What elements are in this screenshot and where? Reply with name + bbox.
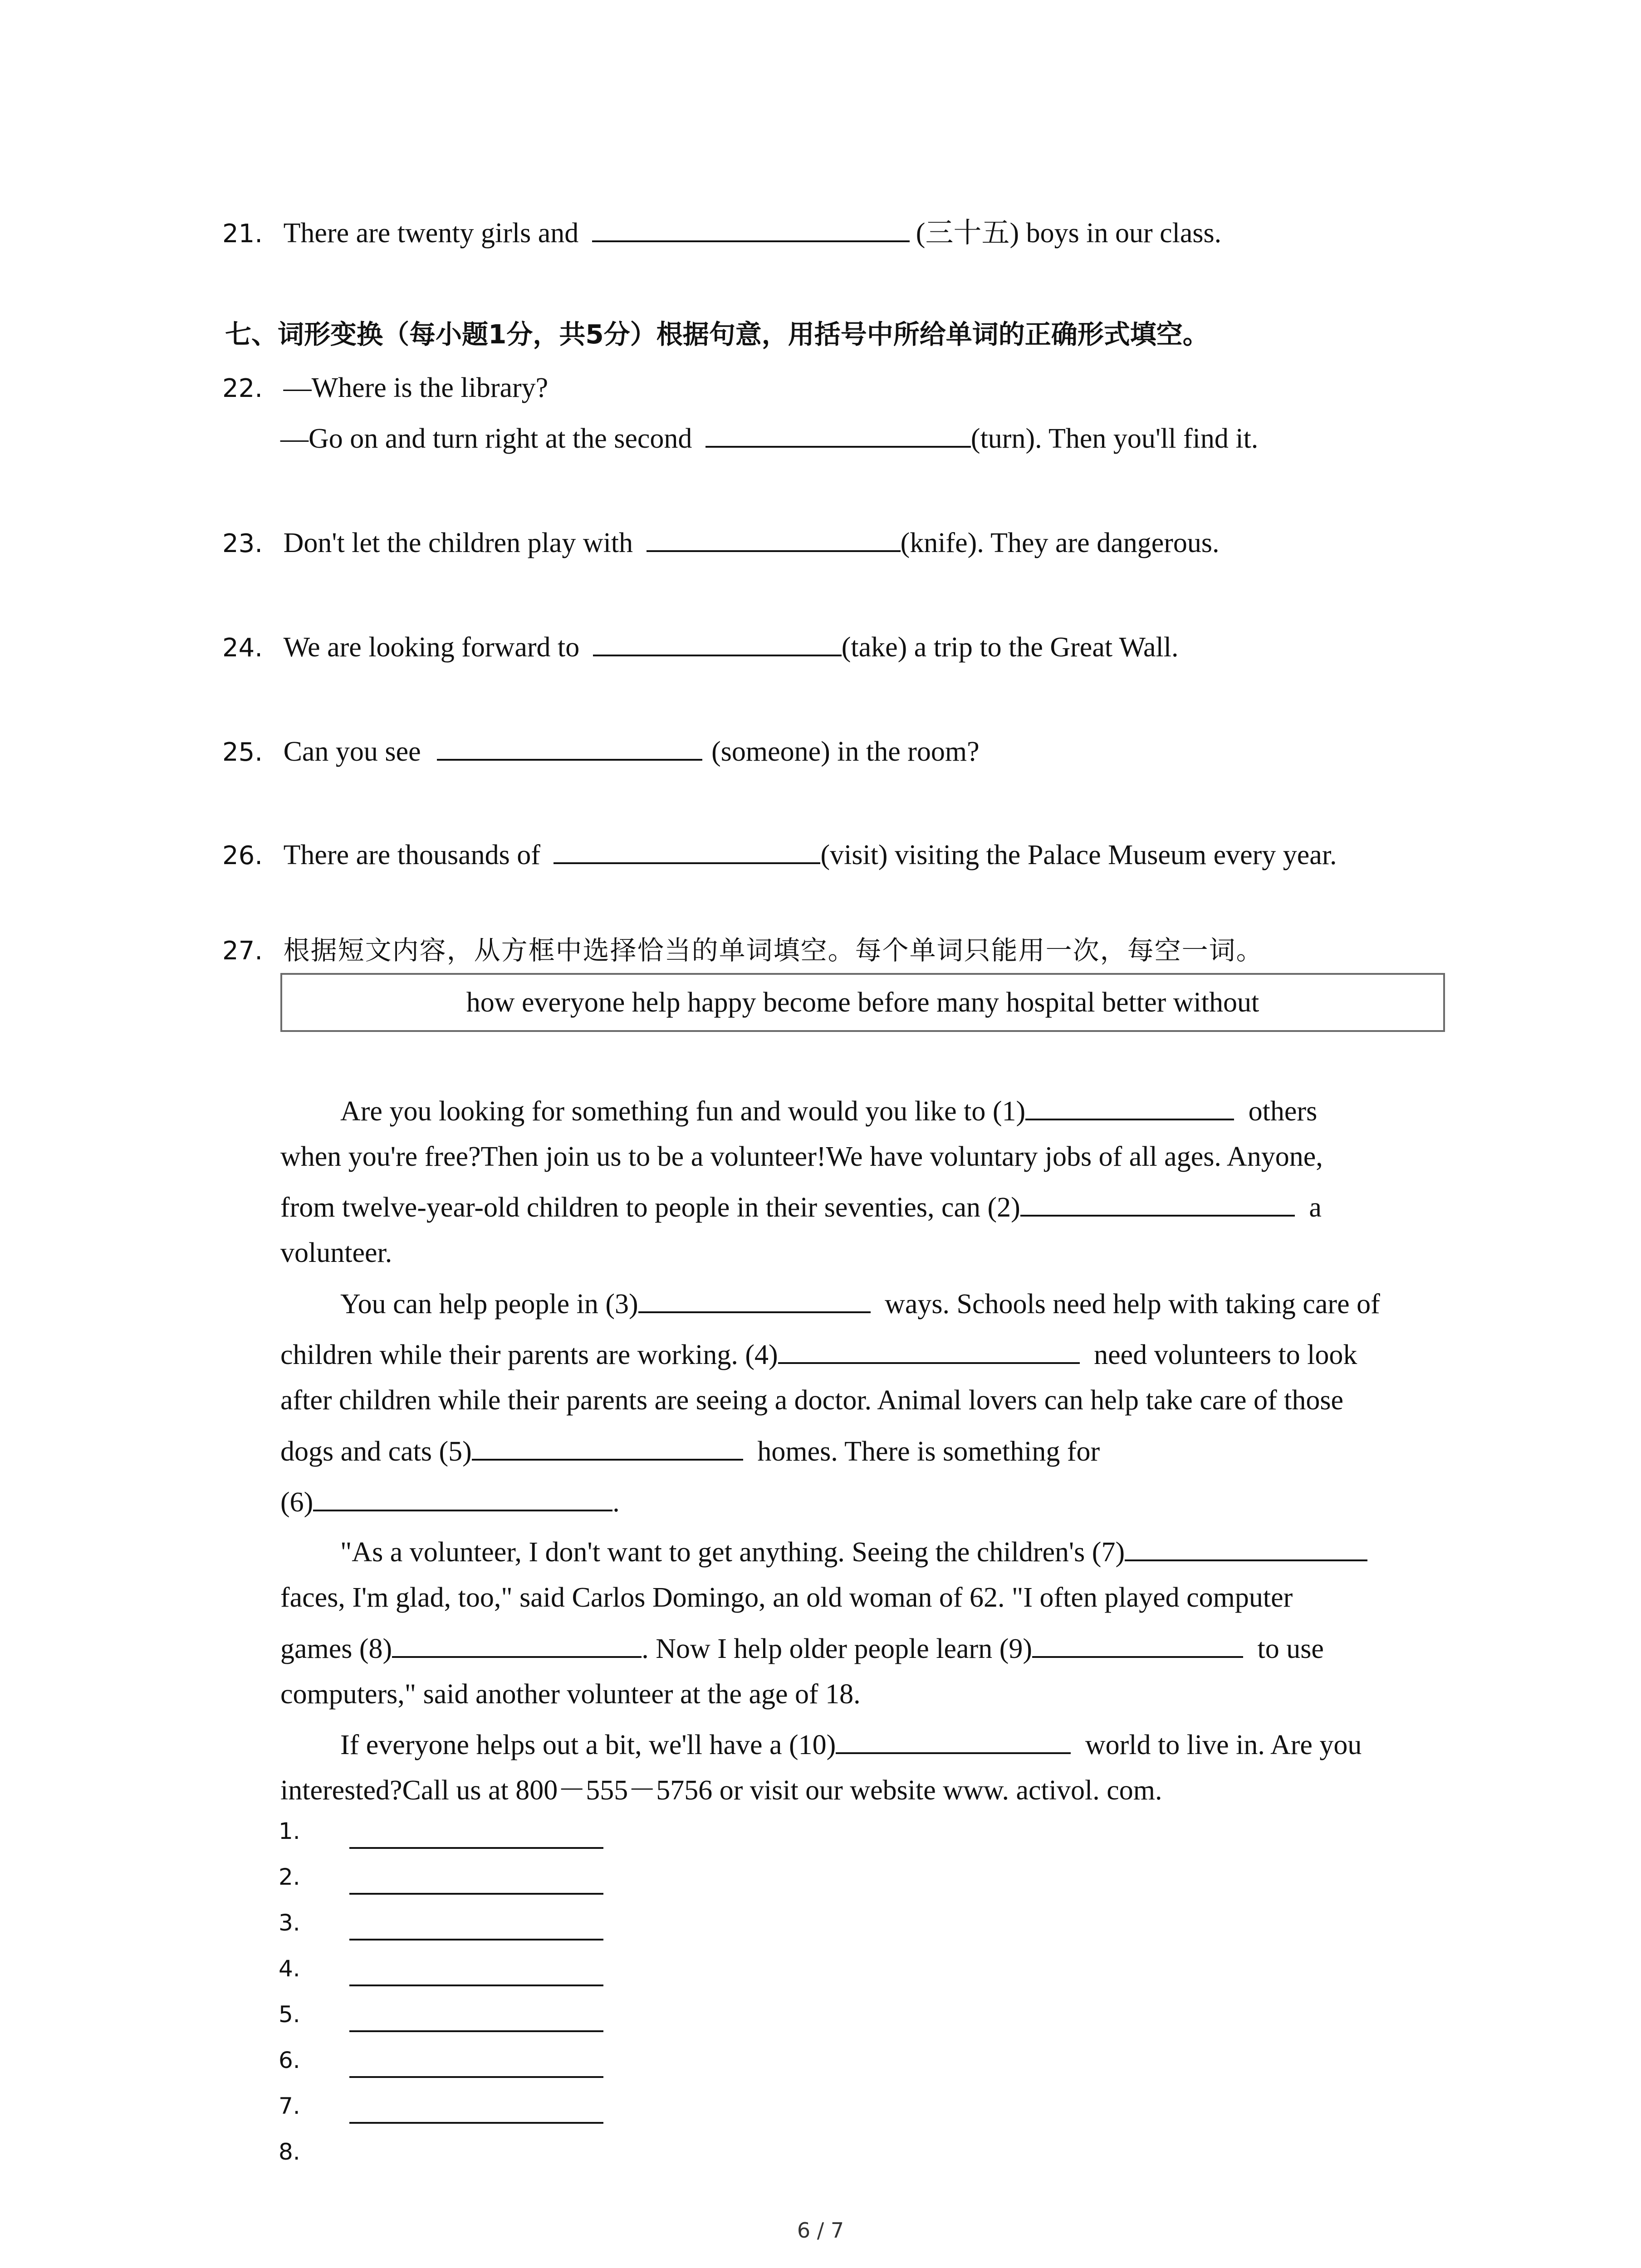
question-number: 21. bbox=[222, 219, 263, 249]
question-number: 24. bbox=[222, 633, 263, 663]
passage-line: after children while their parents are seeing a doctor. Animal lovers can help take care of those bbox=[280, 1385, 1343, 1416]
answer-blank-10[interactable] bbox=[836, 1726, 1071, 1754]
answer-number: 4. bbox=[279, 1955, 300, 1982]
answer-blank-8[interactable] bbox=[392, 1630, 642, 1658]
answer-line-6[interactable] bbox=[349, 2076, 603, 2078]
passage-text: a bbox=[1309, 1192, 1322, 1223]
answer-number: 5. bbox=[279, 2001, 300, 2028]
answer-blank[interactable] bbox=[554, 836, 820, 864]
passage-line: volunteer. bbox=[280, 1237, 392, 1268]
question-27 bbox=[222, 932, 1264, 969]
answer-number: 8. bbox=[279, 2139, 300, 2165]
question-text: (someone) in the room? bbox=[711, 736, 980, 767]
passage-line bbox=[280, 1188, 1322, 1226]
answer-blank[interactable] bbox=[647, 524, 901, 552]
passage-line bbox=[280, 1483, 620, 1520]
answer-line-5[interactable] bbox=[349, 2030, 603, 2032]
passage-line bbox=[280, 1432, 1100, 1470]
answer-blank-4[interactable] bbox=[778, 1336, 1080, 1364]
question-26 bbox=[222, 836, 1337, 874]
question-text: (visit) visiting the Palace Museum every year. bbox=[820, 840, 1337, 870]
passage-line bbox=[340, 1726, 1362, 1763]
passage-text: If everyone helps out a bit, we'll have a (10) bbox=[340, 1730, 836, 1760]
answer-line-2[interactable] bbox=[349, 1893, 603, 1895]
answer-line-4[interactable] bbox=[349, 1984, 603, 1986]
question-25 bbox=[222, 733, 980, 771]
answer-blank-9[interactable] bbox=[1032, 1630, 1243, 1658]
word-box-text: how everyone help happy become before many hospital better without bbox=[466, 987, 1259, 1018]
passage-text: world to live in. Are you bbox=[1085, 1730, 1362, 1760]
question-text: Can you see bbox=[283, 736, 421, 767]
passage-text: (6) bbox=[280, 1487, 314, 1518]
answer-blank[interactable] bbox=[593, 628, 842, 656]
passage-text: from twelve-year-old children to people in their seventies, can (2) bbox=[280, 1192, 1020, 1223]
passage-line bbox=[340, 1285, 1380, 1322]
word-box bbox=[280, 973, 1445, 1032]
question-22-line-2 bbox=[280, 420, 1258, 457]
question-21 bbox=[222, 214, 1221, 252]
question-instruction: 根据短文内容，从方框中选择恰当的单词填空。每个单词只能用一次，每空一词。 bbox=[283, 935, 1264, 966]
answer-number: 6. bbox=[279, 2047, 300, 2073]
answer-blank[interactable] bbox=[592, 214, 910, 242]
question-number: 23. bbox=[222, 529, 263, 558]
passage-text: need volunteers to look bbox=[1094, 1339, 1357, 1370]
answer-line-3[interactable] bbox=[349, 1939, 603, 1941]
question-text: (take) a trip to the Great Wall. bbox=[841, 632, 1179, 663]
answer-blank-1[interactable] bbox=[1025, 1092, 1234, 1120]
answer-blank-3[interactable] bbox=[638, 1285, 871, 1313]
question-text: (turn). Then you'll find it. bbox=[970, 423, 1259, 454]
passage-text: . bbox=[612, 1487, 620, 1518]
passage-text: . Now I help older people learn (9) bbox=[642, 1633, 1032, 1664]
answer-line-1[interactable] bbox=[349, 1847, 603, 1849]
answer-blank-7[interactable] bbox=[1125, 1533, 1367, 1561]
passage-text: to use bbox=[1257, 1633, 1324, 1664]
question-text: Don't let the children play with bbox=[283, 528, 633, 558]
passage-line bbox=[280, 1336, 1357, 1373]
answer-number: 7. bbox=[279, 2093, 300, 2119]
passage-line: interested?Call us at 800－555－5756 or visit our website www. activol. com. bbox=[280, 1775, 1162, 1806]
question-24 bbox=[222, 628, 1178, 666]
question-number: 27. bbox=[222, 936, 263, 966]
passage-line: faces, I'm glad, too," said Carlos Domingo, an old woman of 62. "I often played computer bbox=[280, 1582, 1293, 1613]
question-text: There are twenty girls and bbox=[283, 218, 579, 249]
answer-blank[interactable] bbox=[437, 733, 702, 761]
answer-number: 1. bbox=[279, 1818, 300, 1844]
passage-line bbox=[340, 1533, 1367, 1570]
answer-blank-6[interactable] bbox=[313, 1483, 612, 1511]
question-text: (knife). They are dangerous. bbox=[900, 528, 1220, 558]
answer-blank-2[interactable] bbox=[1020, 1188, 1295, 1217]
passage-line bbox=[280, 1630, 1324, 1667]
answer-line-7[interactable] bbox=[349, 2122, 603, 2124]
passage-text: "As a volunteer, I don't want to get anything. Seeing the children's (7) bbox=[340, 1537, 1125, 1568]
question-text: There are thousands of bbox=[283, 840, 540, 870]
passage-text: others bbox=[1248, 1096, 1318, 1127]
answer-blank-5[interactable] bbox=[472, 1432, 743, 1461]
question-number: 25. bbox=[222, 738, 263, 767]
passage-line bbox=[340, 1092, 1317, 1129]
question-number: 22. bbox=[222, 374, 263, 403]
answer-number: 2. bbox=[279, 1864, 300, 1890]
question-22 bbox=[222, 370, 548, 407]
passage-text: You can help people in (3) bbox=[340, 1289, 638, 1320]
question-23 bbox=[222, 524, 1220, 562]
answer-number: 3. bbox=[279, 1910, 300, 1936]
passage-text: children while their parents are working. (4) bbox=[280, 1339, 778, 1370]
passage-text: dogs and cats (5) bbox=[280, 1436, 472, 1467]
passage-text: homes. There is something for bbox=[757, 1436, 1100, 1467]
question-text: —Go on and turn right at the second bbox=[280, 423, 692, 454]
question-text: We are looking forward to bbox=[283, 632, 580, 663]
passage-text: games (8) bbox=[280, 1633, 392, 1664]
question-text: —Where is the library? bbox=[283, 372, 549, 403]
passage-line: when you're free?Then join us to be a volunteer!We have voluntary jobs of all ages. Anyone, bbox=[280, 1141, 1323, 1172]
question-text: (三十五) boys in our class. bbox=[916, 218, 1222, 249]
answer-blank[interactable] bbox=[705, 420, 971, 448]
passage-line: computers," said another volunteer at the age of 18. bbox=[280, 1679, 861, 1710]
passage-text: ways. Schools need help with taking care of bbox=[885, 1289, 1380, 1320]
section-7-title: 七、词形变换（每小题1分，共5分）根据句意，用括号中所给单词的正确形式填空。 bbox=[225, 319, 1209, 350]
question-number: 26. bbox=[222, 841, 263, 870]
page-number: 6 / 7 bbox=[797, 2218, 844, 2243]
passage-text: Are you looking for something fun and would you like to (1) bbox=[340, 1096, 1026, 1127]
